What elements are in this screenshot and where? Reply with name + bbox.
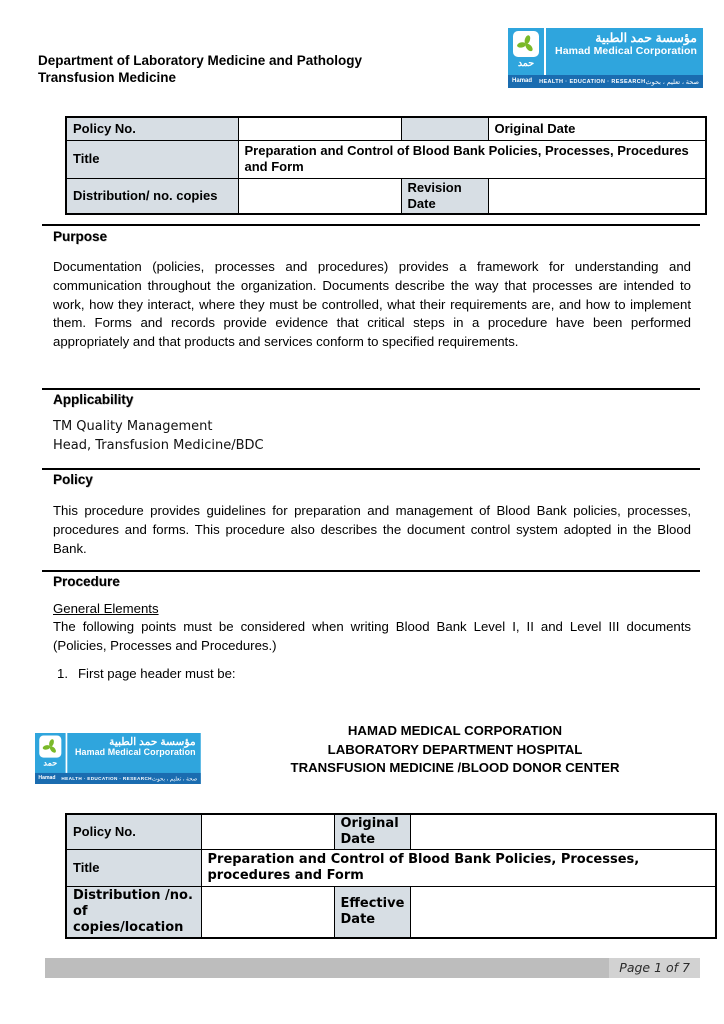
policy-no-value xyxy=(201,814,334,850)
policy-info-table-top xyxy=(65,116,707,215)
logo-tagline-arabic: صحة ، تعليم ، بحوث xyxy=(151,775,198,782)
logo-mark-english: Hamad xyxy=(512,78,533,84)
distribution-label: Distribution/ no. copies xyxy=(66,178,238,214)
policy-body: This procedure provides guidelines for preparation and management of Blood Bank policies, processes, procedures and forms. This procedure also describes the document control system adopted in the Blood Bank. xyxy=(53,503,691,556)
section-rule xyxy=(42,570,700,572)
title-label: Title xyxy=(66,850,201,887)
original-date-label: Original Date xyxy=(488,117,706,140)
distribution-label: Distribution /no. of copies/location xyxy=(66,887,201,939)
applicability-line: TM Quality Management xyxy=(53,419,213,434)
table-row xyxy=(66,887,716,939)
logo-tagline-arabic: صحة ، تعليم ، بحوث xyxy=(645,78,699,86)
original-date-label: Original Date xyxy=(334,814,411,850)
distribution-value xyxy=(201,887,334,939)
title-value: Preparation and Control of Blood Bank Policies, Processes, Procedures and Form xyxy=(238,140,706,178)
logo-arabic-name: مؤسسة حمد الطبية xyxy=(109,735,196,748)
table-row xyxy=(66,140,706,178)
procedure-subheading: General Elements xyxy=(53,601,159,616)
applicability-list xyxy=(53,417,264,455)
logo-tagline-english: HEALTH · EDUCATION · RESEARCH xyxy=(61,775,152,782)
hamad-logo-right xyxy=(66,733,201,773)
effective-date-label: Effective Date xyxy=(334,887,411,939)
section-rule xyxy=(42,468,700,470)
logo-tagline-english: HEALTH · EDUCATION · RESEARCH xyxy=(539,78,646,85)
logo-english-name: Hamad Medical Corporation xyxy=(74,747,196,758)
table-row xyxy=(66,117,706,140)
title-value: Preparation and Control of Blood Bank Policies, Processes, procedures and Form xyxy=(201,850,716,887)
policy-no-label: Policy No. xyxy=(66,814,201,850)
hamad-logo-example xyxy=(35,733,201,784)
example-header-line1: HAMAD MEDICAL CORPORATION xyxy=(347,723,563,738)
department-line1: Department of Laboratory Medicine and Pathology xyxy=(38,53,363,68)
revision-date-value xyxy=(488,178,706,214)
table-row xyxy=(66,814,716,850)
blank-cell xyxy=(401,117,488,140)
distribution-value xyxy=(238,178,401,214)
hamad-logo-strip xyxy=(508,75,703,88)
procedure-intro: The following points must be considered when writing Blood Bank Level I, II and Level III documents (Policies, Processes and Procedures.) xyxy=(53,619,691,653)
purpose-body: Documentation (policies, processes and procedures) provides a framework for understanding and communication throughout the organization. Documents describe the way that processes are intended to work, how they interact, where they must be controlled, what their requirements are, and how to implement them. Forms and records provide evidence that critical steps in a procedure have been performed appropriately and that products and services conform to specified requirements. xyxy=(53,259,691,350)
revision-date-label: Revision Date xyxy=(401,178,488,214)
department-header xyxy=(38,52,362,86)
applicability-line: Head, Transfusion Medicine/BDC xyxy=(53,438,264,453)
table-row xyxy=(66,178,706,214)
applicability-heading: Applicability xyxy=(53,392,134,407)
example-page-header xyxy=(230,722,680,778)
effective-date-value xyxy=(411,887,716,939)
purpose-heading: Purpose xyxy=(53,229,108,244)
list-item-number: 1. xyxy=(57,666,68,681)
logo-mark-english: Hamad xyxy=(38,775,56,781)
procedure-list-item-1 xyxy=(57,666,236,681)
hamad-logo xyxy=(508,28,703,88)
logo-arabic-name: مؤسسة حمد الطبية xyxy=(595,31,697,45)
hamad-logo-right xyxy=(544,28,703,75)
example-header-line3: TRANSFUSION MEDICINE /BLOOD DONOR CENTER xyxy=(290,760,620,775)
title-label: Title xyxy=(66,140,238,178)
example-header-line2: LABORATORY DEPARTMENT HOSPITAL xyxy=(327,741,583,757)
logo-mark-arabic: حمد xyxy=(517,58,535,69)
department-line2: Transfusion Medicine xyxy=(38,70,177,85)
hamad-logo-main xyxy=(35,733,201,773)
policy-heading: Policy xyxy=(53,472,93,487)
hamad-logo-left xyxy=(508,28,544,75)
logo-english-name: Hamad Medical Corporation xyxy=(555,45,697,57)
leaf-emblem-icon xyxy=(39,736,61,758)
hamad-logo-left xyxy=(35,733,66,773)
policy-no-label: Policy No. xyxy=(66,117,238,140)
hamad-logo-main xyxy=(508,28,703,75)
page-number: Page 1 of 7 xyxy=(609,958,700,978)
section-rule xyxy=(42,224,700,226)
leaf-emblem-icon xyxy=(513,31,539,57)
policy-no-value xyxy=(238,117,401,140)
original-date-value xyxy=(411,814,716,850)
section-rule xyxy=(42,388,700,390)
procedure-heading: Procedure xyxy=(53,574,120,589)
table-row xyxy=(66,850,716,887)
logo-mark-arabic: حمد xyxy=(43,758,58,768)
policy-info-table-bottom xyxy=(65,813,717,939)
list-item-text: First page header must be: xyxy=(78,666,236,681)
footer-bar xyxy=(45,958,700,978)
hamad-logo-strip xyxy=(35,773,201,784)
